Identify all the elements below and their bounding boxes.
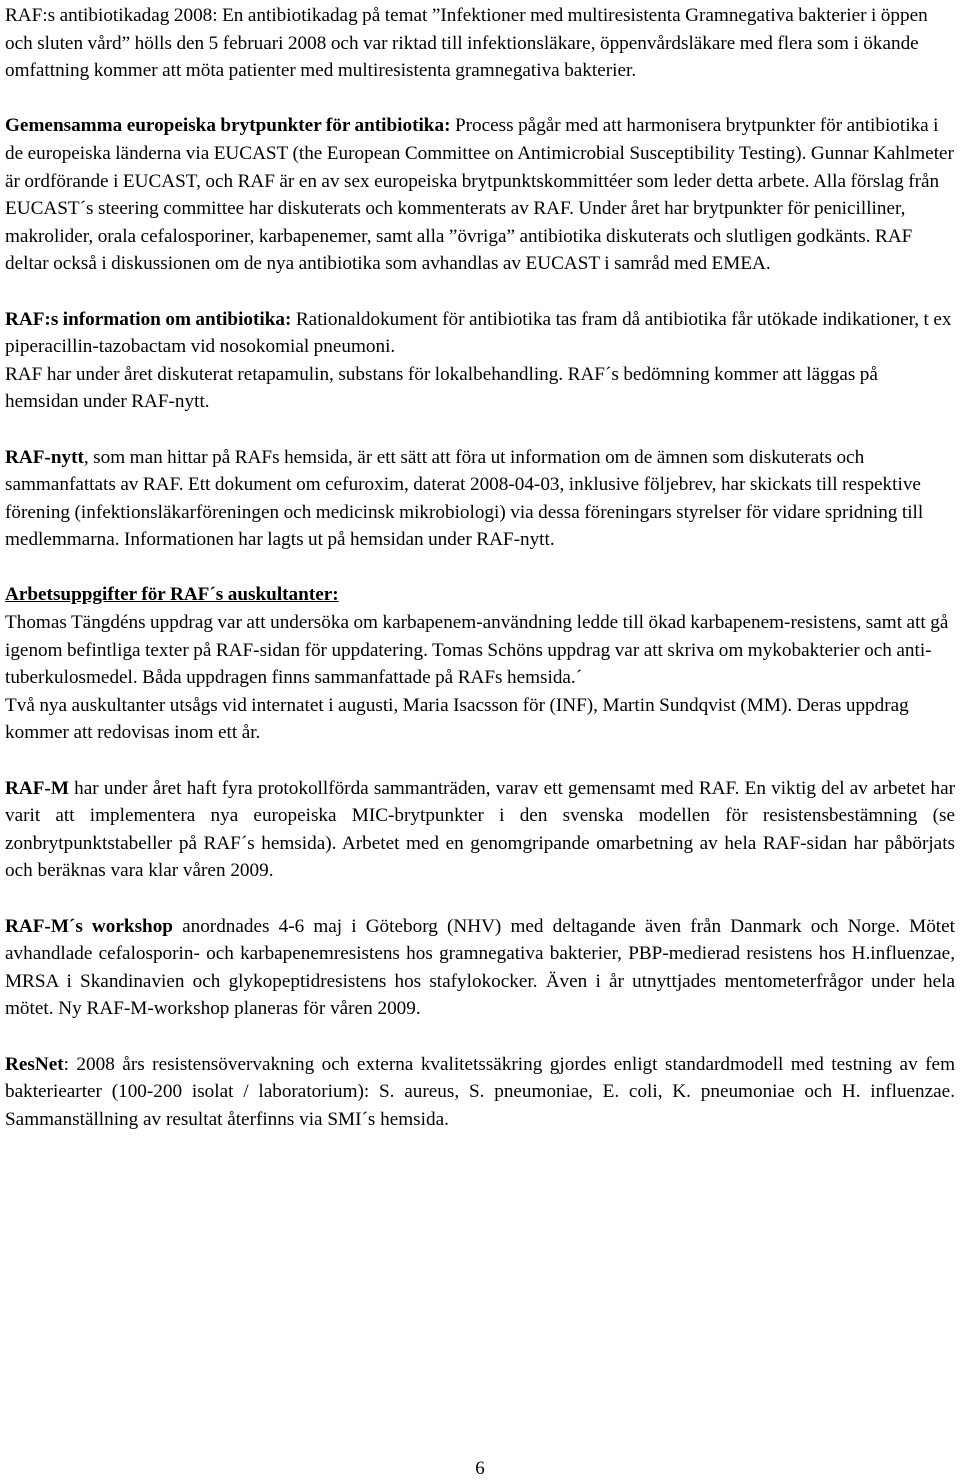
section-heading-auskultanter — [5, 581, 955, 609]
paragraph-retapamulin — [5, 361, 955, 416]
paragraph-text: har under året haft fyra protokollförda sammanträden, varav ett gemensamt med RAF. En viktig del av arbetet har varit att implementera nya europeiska MIC-brytpunkter i den svenska modellen för resistensbestämning (se zonbrytpunktstabeller på RAF´s hemsida). Arbetet med en genomgripande omarbetning av hela RAF-sidan har påbörjats och beräknas vara klar våren 2009. — [5, 777, 955, 882]
paragraph-information — [5, 306, 955, 361]
paragraph-text: RAF har under året diskuterat retapamulin, substans för lokalbehandling. RAF´s bedömning kommer att läggas på hemsidan under RAF-nytt. — [5, 363, 878, 413]
paragraph-lead: Gemensamma europeiska brytpunkter för antibiotika: — [5, 115, 451, 137]
paragraph-nya-auskultanter — [5, 692, 955, 747]
paragraph-lead: RAF-nytt — [5, 446, 84, 468]
paragraph-raf-nytt — [5, 444, 955, 554]
paragraph-text: Process pågår med att harmonisera brytpunkter för antibiotika i de europeiska länderna via EUCAST (the European Committee on Antimicrobial Susceptibility Testing). Gunnar Kahlmeter är ordförande i EUCAST, och RAF är en av sex europeiska brytpunktskommittéer som leder detta arbete. Alla förslag från EUCAST´s steering committee har diskuterats och kommenterats av RAF. Under året har brytpunkter för penicilliner, makrolider, orala cefalosporiner, karbapenemer, samt alla ”övriga” antibiotika diskuterats och slutligen godkänts. RAF deltar också i diskussionen om de nya antibiotika som avhandlas av EUCAST i samråd med EMEA. — [5, 115, 954, 275]
paragraph-lead: RAF-M´s workshop — [5, 915, 173, 937]
paragraph-gap — [5, 416, 955, 444]
paragraph-antibiotikadag — [5, 2, 955, 85]
paragraph-brytpunkter — [5, 112, 955, 278]
paragraph-gap — [5, 85, 955, 113]
paragraph-resnet — [5, 1051, 955, 1134]
paragraph-text: Två nya auskultanter utsågs vid internatet i augusti, Maria Isacsson för (INF), Martin Sundqvist (MM). Deras uppdrag kommer att redovisas inom ett år. — [5, 694, 909, 744]
paragraph-gap — [5, 747, 955, 775]
paragraph-gap — [5, 1023, 955, 1051]
document-page — [5, 2, 955, 1133]
paragraph-text: : 2008 års resistensövervakning och externa kvalitetssäkring gjordes enligt standardmodell med testning av fem bakteriearter (100-200 isolat / laboratorium): S. aureus, S. pneumoniae, E. coli, K. pneumoniae och H. influenzae. Sammanställning av resultat återfinns via SMI´s hemsida. — [5, 1053, 955, 1130]
paragraph-lead: ResNet — [5, 1053, 64, 1075]
paragraph-text: , som man hittar på RAFs hemsida, är ett sätt att föra ut information om de ämnen som diskuterats och sammanfattats av RAF. Ett dokument om cefuroxim, daterat 2008-04-03, inklusive följebrev, har skickats till respektive förening (infektionsläkarföreningen och medicinsk mikrobiologi) via dessa föreningars styrelser för vidare spridning till medlemmarna. Informationen har lagts ut på hemsidan under RAF-nytt. — [5, 446, 924, 551]
paragraph-lead: RAF-M — [5, 777, 69, 799]
paragraph-gap — [5, 554, 955, 582]
paragraph-raf-m — [5, 775, 955, 885]
paragraph-gap — [5, 278, 955, 306]
paragraph-workshop — [5, 913, 955, 1023]
paragraph-text: anordnades 4-6 maj i Göteborg (NHV) med deltagande även från Danmark och Norge. Mötet avhandlade cefalosporin- och karbapenemresistens hos gramnegativa bakterier, PBP-medierad resistens hos H.influenzae, MRSA i Skandinavien och glykopeptidresistens hos stafylokocker. Även i år utnyttjades mentometerfrågor under hela mötet. Ny RAF-M-workshop planeras för våren 2009. — [5, 915, 955, 1020]
section-heading: Arbetsuppgifter för RAF´s auskultanter: — [5, 584, 339, 606]
page-number: 6 — [475, 1458, 485, 1479]
paragraph-auskultanter — [5, 609, 955, 692]
paragraph-text: RAF:s antibiotikadag 2008: En antibiotikadag på temat ”Infektioner med multiresistenta Gramnegativa bakterier i öppen och sluten vård” hölls den 5 februari 2008 och var riktad till infektionsläkare, öppenvårdsläkare med flera som i ökande omfattning kommer att möta patienter med multiresistenta gramnegativa bakterier. — [5, 5, 928, 82]
paragraph-lead: RAF:s information om antibiotika: — [5, 308, 292, 330]
paragraph-text: Rationaldokument för antibiotika tas fram då antibiotika får utökade indikationer, t ex piperacillin-tazobactam vid nosokomial pneumoni. — [5, 308, 952, 358]
paragraph-text: Thomas Tängdéns uppdrag var att undersöka om karbapenem-användning ledde till ökad karbapenem-resistens, samt att gå igenom befintliga texter på RAF-sidan för uppdatering. Tomas Schöns uppdrag var att skriva om mykobakterier och anti-tuberkulosmedel. Båda uppdragen finns sammanfattade på RAFs hemsida.´ — [5, 612, 949, 689]
paragraph-gap — [5, 885, 955, 913]
